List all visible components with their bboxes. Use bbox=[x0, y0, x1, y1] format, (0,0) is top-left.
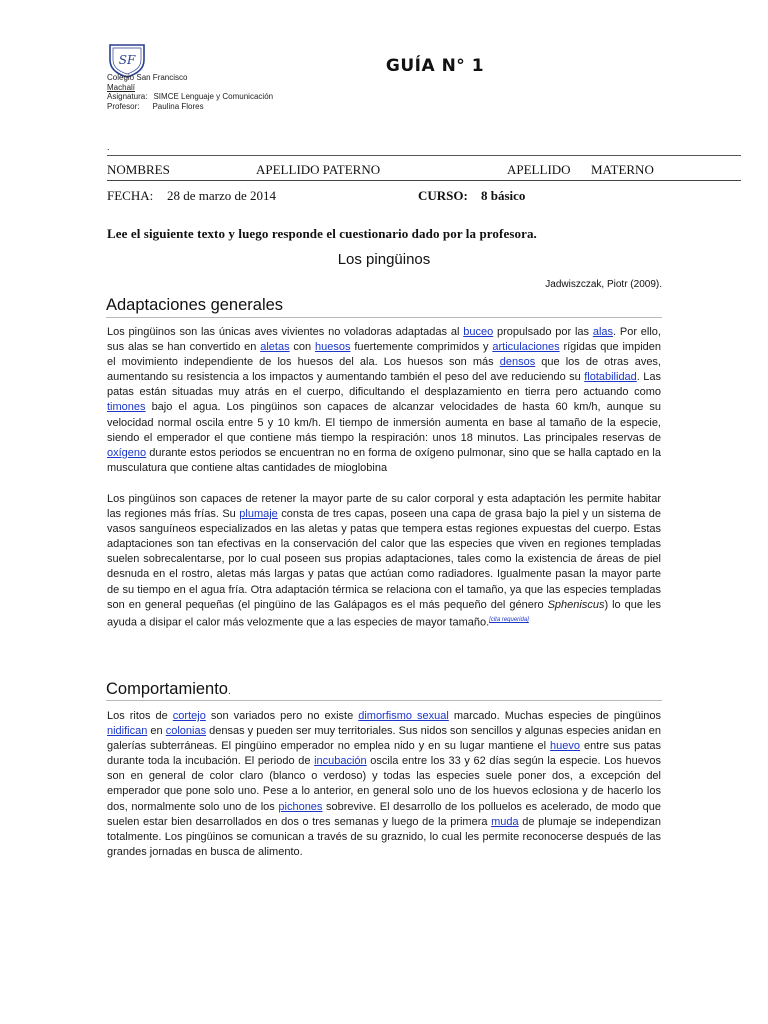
link-dimorfismo-sexual[interactable]: dimorfismo sexual bbox=[358, 710, 449, 722]
fecha-label: FECHA: bbox=[107, 188, 154, 203]
text-run: marcado. Muchas especies de pingüinos bbox=[448, 710, 662, 722]
link-timones[interactable]: timones bbox=[107, 401, 146, 414]
guide-title: GUÍA N° 1 bbox=[385, 56, 485, 76]
text-run: . Las patas están situadas muy atrás en el cuerpo, dificultando el desplazamiento en tierra pero actuando como bbox=[107, 371, 661, 399]
link-alas[interactable]: alas bbox=[592, 326, 614, 338]
curso-value: 8 básico bbox=[481, 188, 526, 203]
text-run: oscila entre los 33 y 62 días según la especie. Los huevos son en general de color claro (blanco o verdoso) y todas las especies suele poner dos, a excepción del emperador que pone solo uno. Pese a lo anterior, en general solo uno de los huevos eclosiona y de hacerlo los dos, normalmente solo uno de los bbox=[107, 755, 661, 813]
paragraph-comportamiento-1 bbox=[107, 709, 661, 860]
teacher-value: Paulina Flores bbox=[152, 101, 204, 111]
link-colonias[interactable]: colonias bbox=[165, 725, 207, 738]
text-run: . Por ello, sus alas se han convertido en bbox=[107, 326, 661, 354]
section-rule bbox=[106, 700, 662, 701]
text-run: bajo el agua. Los pingüinos son capaces de alcanzar velocidades de hasta 60 km/h, aunque su velocidad normal oscila entre 5 y 10 km/h. El tiempo de inmersión aumenta en base al tamaño de la especie, siendo el emperador el que contiene más tiempo la respiración: unos 18 minutos. Las principales reservas de bbox=[107, 401, 661, 444]
link-articulaciones[interactable]: articulaciones bbox=[492, 341, 560, 354]
subject-line bbox=[107, 92, 273, 102]
paragraph-adaptaciones-1 bbox=[107, 325, 661, 476]
fecha-value: 28 de marzo de 2014 bbox=[167, 188, 277, 203]
link-huevo[interactable]: huevo bbox=[550, 740, 581, 753]
text-run: consta de tres capas, poseen una capa de grasa bajo la piel y un sistema de vasos sanguíneos especializados en las aletas y patas que tempera estas regiones expuestas del cuerpo. Estas adaptaciones son tan efectivas en la conservación del calor que las especies que viven en regiones templadas suelen sobrecalentarse, por lo cual poseen sus propias adaptaciones, tales como la existencia de áreas de piel desnuda en el rostro, aletas más largas y patas que actúan como radiadores. Igualmente pasan la mayor parte de su tiempo en el agua fría. Otra adaptación térmica se relaciona con el tamaño, ya que las especies templadas son en general pequeñas (el pingüino de las Galápagos es el más pequeño del género bbox=[107, 508, 661, 611]
section-heading-adaptaciones: Adaptaciones generales bbox=[106, 296, 284, 314]
link-buceo[interactable]: buceo bbox=[463, 326, 494, 338]
teacher-label: Profesor: bbox=[107, 101, 140, 111]
text-run: son variados pero no existe bbox=[205, 710, 359, 722]
nombres-label: NOMBRES bbox=[107, 162, 170, 177]
link-pichones[interactable]: pichones bbox=[278, 800, 323, 813]
text-run: en bbox=[147, 725, 166, 738]
text-run: Los pingüinos son capaces de retener la mayor parte de su calor corporal y esta adaptación les permite habitar las regiones más frías. Su bbox=[107, 493, 661, 521]
text-run: propulsado por las bbox=[493, 326, 593, 338]
link-cortejo[interactable]: cortejo bbox=[172, 710, 206, 722]
school-city: Machalí bbox=[107, 82, 136, 92]
text-run: sobrevive. El desarrollo de los polluelos es acelerado, de modo que suelen estar bien desarrollados en dos o tres semanas y luego de la primera bbox=[107, 800, 661, 828]
genus-name: Spheniscus bbox=[547, 598, 605, 611]
link-densos[interactable]: densos bbox=[499, 356, 536, 369]
form-rule-mid bbox=[107, 180, 741, 181]
link-incubacion[interactable]: incubación bbox=[314, 755, 367, 768]
link-muda[interactable]: muda bbox=[491, 815, 519, 828]
text-run: fuertemente comprimidos y bbox=[350, 341, 493, 354]
text-run: Los ritos de bbox=[107, 710, 173, 722]
teacher-line bbox=[107, 102, 273, 112]
text-run: que los de otras aves, aumentando su resistencia a los impactos y aumentando también el peso del ave reduciendo su bbox=[107, 356, 661, 384]
citation-needed-link[interactable]: [cita requerida] bbox=[489, 616, 529, 623]
text-run: ) lo que les ayuda a disipar el calor más velozmente que a las especies de mayor tamaño. bbox=[107, 598, 662, 629]
text-run: Los pingüinos son las únicas aves vivientes no voladoras adaptadas al bbox=[107, 326, 464, 338]
article-title: Los pingüinos bbox=[337, 251, 431, 268]
subject-value: SIMCE Lenguaje y Comunicación bbox=[153, 92, 274, 101]
apellido-paterno-label: APELLIDO PATERNO bbox=[256, 162, 381, 177]
instruction-text: Lee el siguiente texto y luego responde el cuestionario dado por la profesora. bbox=[107, 226, 537, 241]
section-heading-comportamiento bbox=[106, 680, 231, 699]
text-run: rígidas que impiden el movimiento independiente de los huesos del ala. Los huesos son más bbox=[107, 341, 662, 369]
apellido-label: APELLIDO bbox=[507, 162, 571, 177]
text-run: con bbox=[289, 341, 315, 354]
text-run: durante estos periodos se encuentran no en forma de oxígeno pulmonar, sino que se halla captado en la musculatura que contiene altas cantidades de mioglobina bbox=[107, 446, 661, 474]
text-run: densas y pueden ser muy territoriales. Sus nidos son sencillos y algunas especies anidan en galerías subterráneas. El pingüino emperador no emplea nido y en su lugar mantiene el bbox=[107, 725, 662, 753]
form-rule-top bbox=[107, 155, 741, 156]
link-huesos[interactable]: huesos bbox=[315, 341, 351, 354]
subject-label: Asignatura: bbox=[107, 92, 148, 101]
logo-text: SF bbox=[118, 53, 136, 67]
link-plumaje[interactable]: plumaje bbox=[239, 508, 278, 521]
link-aletas[interactable]: aletas bbox=[260, 341, 290, 354]
link-nidifican[interactable]: nidifican bbox=[107, 725, 148, 738]
curso-label: CURSO: bbox=[418, 188, 468, 203]
section-rule bbox=[106, 317, 662, 318]
link-oxigeno[interactable]: oxígeno bbox=[107, 446, 147, 459]
section-heading-text: Comportamiento bbox=[106, 680, 228, 698]
section-heading-suffix: . bbox=[227, 686, 231, 697]
text-run: entre sus patas durante toda la incubación. El periodo de bbox=[107, 740, 661, 768]
article-citation: Jadwiszczak, Piotr (2009). bbox=[545, 279, 662, 290]
form-dot: . bbox=[107, 142, 110, 152]
text-run: de plumaje se independizan totalmente. Los pingüinos se comunican a través de su graznido, lo cual les permite reconocerse después de las grandes jornadas en busca de alimento. bbox=[107, 815, 662, 858]
paragraph-adaptaciones-2 bbox=[107, 492, 661, 631]
link-flotabilidad[interactable]: flotabilidad bbox=[584, 371, 637, 384]
materno-label: MATERNO bbox=[591, 162, 654, 177]
school-info bbox=[107, 73, 273, 111]
school-name: Colegio San Francisco bbox=[107, 73, 188, 82]
